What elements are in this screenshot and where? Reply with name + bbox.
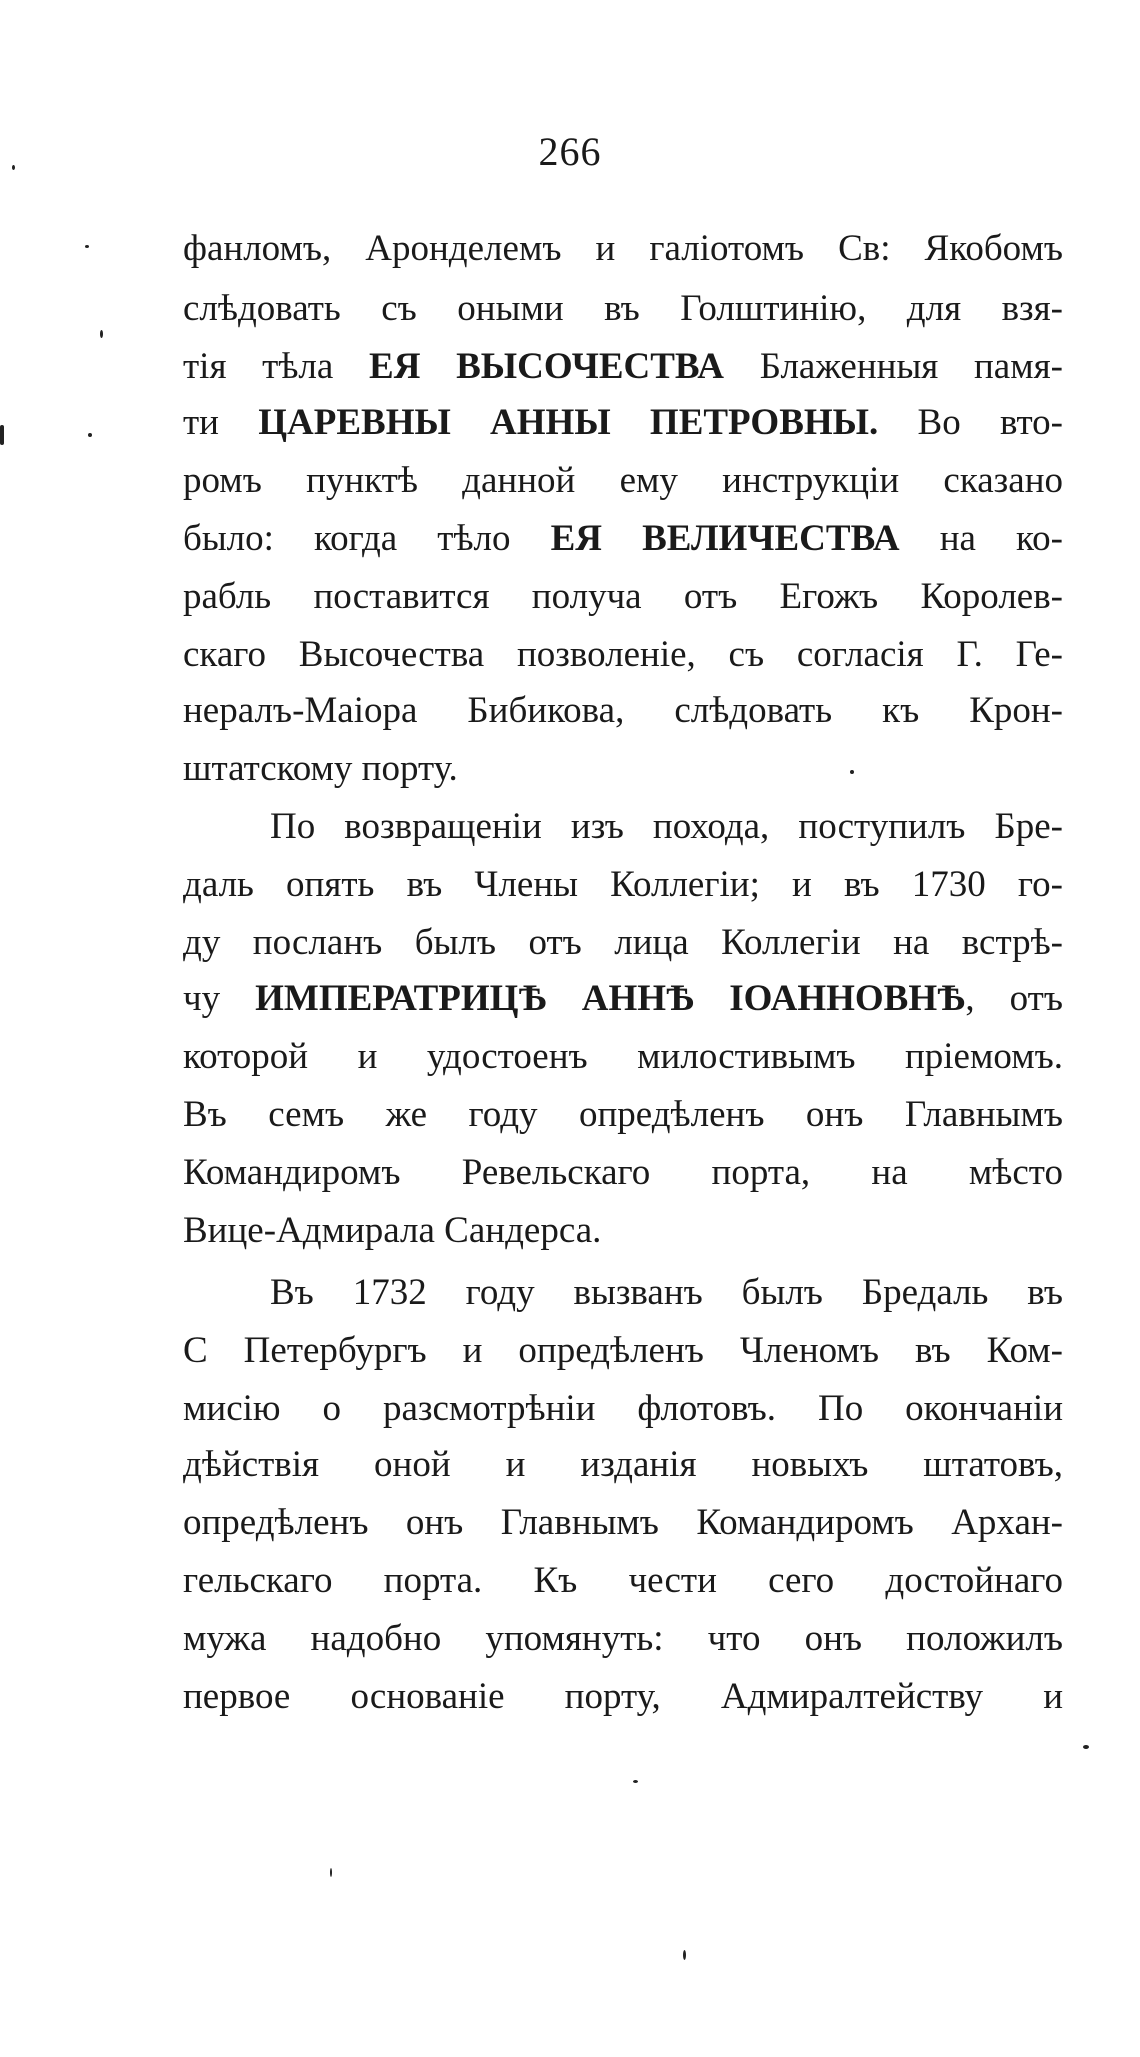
scan-speck (683, 1950, 686, 1960)
text-line (183, 394, 1063, 452)
text-segment: чу (183, 978, 256, 1019)
text-segment: дѣйствія оной и изданія новыхъ штатовъ, (183, 1444, 1063, 1485)
text-line (183, 510, 1063, 568)
text-segment: было: когда тѣло (183, 518, 551, 559)
text-segment: слѣдовать съ оными въ Голштинію, для взя- (183, 288, 1063, 329)
scan-speck (330, 1868, 332, 1877)
page-number: 266 (538, 129, 602, 174)
text-line (183, 1494, 1063, 1552)
text-line (183, 856, 1063, 914)
text-line (183, 1668, 1063, 1726)
text-line (183, 1380, 1063, 1438)
text-line (183, 1610, 1063, 1668)
text-line (183, 220, 1063, 278)
bold-name-text: ЕЯ ВЫСОЧЕСТВА (369, 346, 724, 387)
text-segment: мисію о разсмотрѣніи флотовъ. По окончаніи (183, 1388, 1063, 1429)
text-segment: ромъ пунктѣ данной ему инструкціи сказано (183, 460, 1063, 501)
text-line (183, 626, 1063, 684)
text-segment: даль опять въ Члены Коллегіи; и въ 1730 го- (183, 864, 1063, 905)
scan-speck (1083, 1745, 1089, 1749)
scan-speck (88, 433, 92, 437)
scan-speck (0, 425, 4, 445)
text-line (183, 970, 1063, 1028)
text-segment: первое основаніе порту, Адмиралтейству и (183, 1676, 1063, 1717)
scan-speck (850, 770, 854, 774)
text-segment: тія тѣла (183, 346, 370, 387)
bold-name-text: ИМПЕРАТРИЦѢ АННѢ ІОАННОВНѢ (255, 978, 966, 1019)
bold-name-text: ЕЯ ВЕЛИЧЕСТВА (550, 518, 900, 559)
text-segment: Вице-Адмирала Сандерса. (183, 1210, 602, 1251)
text-segment: Въ 1732 году вызванъ былъ Бредаль въ (270, 1272, 1063, 1313)
text-segment: Блаженныя памя- (724, 346, 1063, 387)
text-segment: штатскому порту. (183, 748, 458, 789)
text-segment: ти (183, 402, 259, 443)
text-segment: на ко- (899, 518, 1063, 559)
text-line (270, 798, 1063, 856)
text-segment: , отъ (965, 978, 1063, 1019)
text-segment: гельскаго порта. Къ чести сего достойнаго (183, 1560, 1063, 1601)
text-line (183, 452, 1063, 510)
text-line (183, 280, 1063, 338)
bold-name-text: ЦАРЕВНЫ АННЫ ПЕТРОВНЫ. (258, 402, 879, 443)
text-segment: ду посланъ былъ отъ лица Коллегіи на встрѣ- (183, 922, 1063, 963)
text-segment: опредѣленъ онъ Главнымъ Командиромъ Архан- (183, 1502, 1063, 1543)
text-segment: Во вто- (878, 402, 1063, 443)
text-line (183, 568, 1063, 626)
text-segment: По возвращеніи изъ похода, поступилъ Бре- (270, 806, 1063, 847)
text-segment: нералъ-Маіора Бибикова, слѣдовать къ Крон- (183, 690, 1063, 731)
text-segment: Командиромъ Ревельскаго порта, на мѣсто (183, 1152, 1063, 1193)
text-line (183, 1552, 1063, 1610)
scan-speck (85, 245, 89, 248)
text-segment: мужа надобно упомянуть: что онъ положилъ (183, 1618, 1063, 1659)
text-segment: которой и удостоенъ милостивымъ пріемомъ. (183, 1036, 1063, 1077)
text-line (183, 682, 1063, 740)
text-segment: С Петербургъ и опредѣленъ Членомъ въ Ком- (183, 1330, 1063, 1371)
text-line (183, 1436, 1063, 1494)
text-line (183, 1322, 1063, 1380)
text-line (183, 338, 1063, 396)
text-segment: рабль поставится получа отъ Егожъ Королев- (183, 576, 1063, 617)
scan-speck (633, 1780, 638, 1783)
text-segment: Въ семъ же году опредѣленъ онъ Главнымъ (183, 1094, 1063, 1135)
text-line (183, 740, 458, 798)
text-line (183, 1202, 601, 1260)
text-segment: фанломъ, Аронделемъ и галіотомъ Св: Якобомъ (183, 228, 1063, 269)
text-line (183, 914, 1063, 972)
text-segment: скаго Высочества позволеніе, съ согласія Г. Ге- (183, 634, 1063, 675)
scan-speck (12, 165, 15, 170)
text-line (183, 1144, 1063, 1202)
scan-speck (100, 330, 103, 338)
text-line (183, 1086, 1063, 1144)
text-line (183, 1028, 1063, 1086)
text-line (270, 1264, 1063, 1322)
